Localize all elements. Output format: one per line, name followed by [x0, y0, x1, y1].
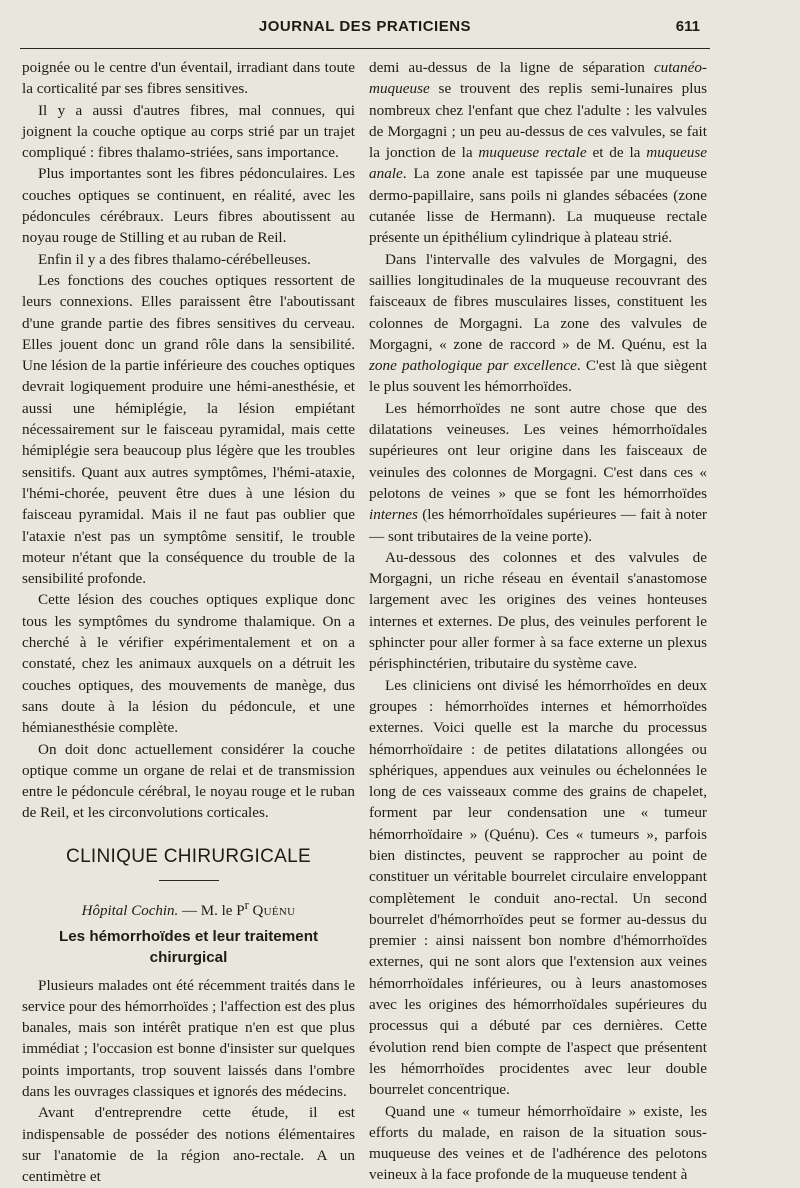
- divider: [159, 880, 219, 881]
- paragraph: Avant d'entreprendre cette étude, il est indispensable de posséder des notions élémentaires sur l'anatomie de la région ano-rectale. A un centimètre et: [22, 1104, 355, 1186]
- paragraph: Les cliniciens ont divisé les hémorrhoïdes en deux groupes : hémorrhoïdes internes et hémorrhoïdes externes. Voici quelle est la marche du processus hémorrhoïdaire : de petites dilatations allongées ou sphériques, appendues aux veinules ou échelonnées le long de ces vaisseaux comme des grains de chapelet, forment par leur condensation une « tumeur hémorrhoïdaire » (Quénu). Ces « tumeurs », parfois bien distinctes, peuvent se rapprocher au point de constituer un véritable bourrelet circulaire enveloppant complètement le conduit ano-rectal. Un second bourrelet d'hémorrhoïdes peut se former au-dessus du premier : ainsi naissent bon nombre d'hémorrhoïdes externes, qui ne sont alors que l'extension aux veines hémorrhoïdales inférieures, ou à leurs anastomoses avec les origines des hémorrhoïdales supérieures du processus qui a débuté par ces dernières. Cette évolution rend bien compte de l'aspect que présentent les hémorrhoïdes procidentes avec leur double bourrelet concentrique.: [369, 676, 707, 1099]
- text-run: (les hémorrhoïdales supérieures — fait à noter — sont tributaires de la veine porte).: [369, 506, 707, 545]
- text-run: demi au-dessus de la ligne de séparation: [369, 59, 654, 76]
- paragraph: Quand une « tumeur hémorrhoïdaire » existe, les efforts du malade, en raison de la situation sous-muqueuse des veines et de l'adhérence des pelotons veineux à la face profonde de la muqueuse tendent à: [369, 1102, 707, 1184]
- italic-term: internes: [369, 506, 418, 524]
- left-column: [22, 57, 355, 1188]
- text-run: se trouvent des replis semi-lunaires plus nombreux chez l'enfant que chez l'adulte : les valvules de Morgagni ; un peu au-dessus de ces valvules, se fait la jonction de la: [369, 80, 707, 162]
- text-run: Dans l'intervalle des valvules de Morgagni, des saillies longitudinales de la muqueuse recouvrant des faisceaux de fibres musculaires lisses, constituent les colonnes de Morgagni. La zone des valvules de Morgagni, « zone de raccord » de M. Quénu, est la: [369, 250, 707, 353]
- italic-term: zone pathologique par excellence: [369, 357, 577, 375]
- paragraph: Cette lésion des couches optiques explique donc tous les symptômes du syndrome thalamique. On a cherché à le vérifier expérimentalement et on a constaté, chez les animaux auxquels on a détruit les couches optiques, des mouvements de manège, dus sans doute à la lésion du pédoncule, et une hémianesthésie complète.: [22, 591, 355, 737]
- right-column: [369, 57, 707, 1186]
- italic-term: muqueuse anale: [369, 144, 707, 183]
- title-superscript: r: [244, 897, 249, 912]
- paragraph: Il y a aussi d'autres fibres, mal connues, qui joignent la couche optique au corps strié par un trajet compliqué : fibres thalamo-striées, sans importance.: [22, 101, 355, 162]
- hospital-name: Hôpital Cochin.: [81, 902, 179, 919]
- paragraph: poignée ou le centre d'un éventail, irradiant dans toute la corticalité par ses fibres sensitives.: [22, 59, 355, 98]
- italic-term: muqueuse rectale: [478, 144, 587, 162]
- paragraph: On doit donc actuellement considérer la couche optique comme un organe de relai et de transmission entre le pédoncule cérébral, le noyau rouge et le ruban de Reil, et les circonvolutions corticales.: [22, 740, 355, 822]
- paragraph: [369, 249, 707, 398]
- paragraph: Les fonctions des couches optiques ressortent de leurs connexions. Elles paraissent être l'aboutissant d'une grande partie des fibres sensitives du cerveau. Elles jouent donc un grand rôle dans la sensibilité. Une lésion de la partie inférieure des couches optiques devrait logiquement produire une hémi-anesthésie, et aussi une hémiplégie, la lésion empiétant nécessairement sur le faisceau pyramidal, mais cette hémiplégie sera beaucoup plus légère que les troubles sensitifs. Quant aux autres symptômes, l'hémi-ataxie, l'hémi-chorée, peuvent être dues à une lésion du faisceau pyramidal. Mais il ne faut pas oublier que l'ataxie n'est pas un symptôme sensitif, le trouble moteur n'étant que la conséquence du trouble de la sensibilité profonde.: [22, 271, 355, 588]
- paragraph: Plusieurs malades ont été récemment traités dans le service pour des hémorrhoïdes ; l'affection est des plus banales, mais son intérêt pratique n'en est que plus immédiat ; l'occasion est bonne d'insister sur quelques points importants, trop souvent laissés dans l'ombre dans les ouvrages classiques et ignorés des médecins.: [22, 976, 355, 1101]
- journal-title: JOURNAL DES PRATICIENS: [258, 18, 472, 35]
- paragraph: Plus importantes sont les fibres pédonculaires. Les couches optiques se continuent, en réalité, avec les pédoncules cérébraux. Leurs fibres aboutissent au noyau rouge de Stilling et au ruban de Reil.: [22, 165, 355, 247]
- text-run: . La zone anale est tapissée par une muqueuse dermo-papillaire, sans poils ni glandes sébacées (zone cutanée lisse de Hermann). La muqueuse rectale présente un épithélium cylindrique à plateau strié.: [369, 165, 707, 247]
- page-header: [20, 14, 710, 49]
- italic-term: cutanéo-muqueuse: [369, 59, 707, 98]
- article-title: Les hémorrhoïdes et leur traitement chirurgical: [58, 927, 319, 967]
- author-name: Quénu: [252, 902, 296, 919]
- text-run: et de la: [586, 144, 647, 162]
- byline-dash: — M. le P: [178, 902, 245, 919]
- hospital-byline: [22, 895, 355, 922]
- paragraph: [369, 398, 707, 547]
- text-run: . C'est là que siègent le plus souvent les hémorrhoïdes.: [369, 357, 707, 396]
- section-title: CLINIQUE CHIRURGICALE: [66, 845, 311, 867]
- page-number: 611: [675, 18, 700, 35]
- paragraph: Enfin il y a des fibres thalamo-cérébelleuses.: [38, 250, 311, 268]
- paragraph: Au-dessous des colonnes et des valvules de Morgagni, un riche réseau en éventail s'anastomose largement avec les origines des veines honteuses internes et externes. De plus, des veinules perforent le sphincter pour aller former à sa face externe un plexus périsphinctérien, tributaire du système cave.: [369, 548, 707, 673]
- paragraph: [369, 57, 707, 249]
- text-run: Les hémorrhoïdes ne sont autre chose que des dilatations veineuses. Les veines hémorrhoïdales supérieures ont leur origine dans les faisceaux de veinules des colonnes de Morgagni. C'est dans ces « pelotons de veines » que se font les hémorrhoïdes: [369, 399, 707, 502]
